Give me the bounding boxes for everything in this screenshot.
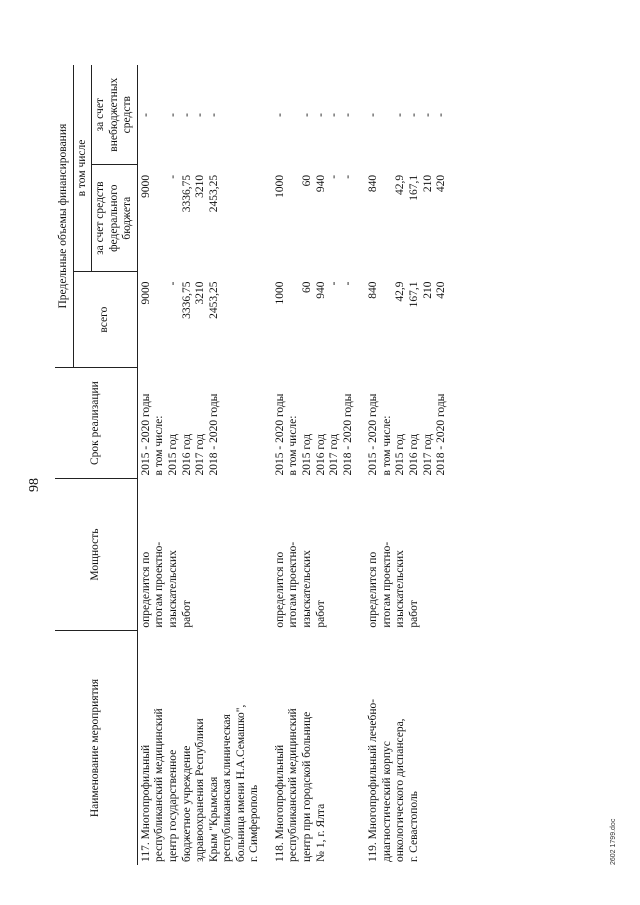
table-row <box>137 65 264 865</box>
capacity-line: изыскательских <box>394 550 407 628</box>
extrabudget-line: - <box>194 113 207 117</box>
extrabudget-line: - <box>421 113 434 117</box>
name-line: центр при городской больнице <box>301 711 313 862</box>
total-line: 167,1 <box>407 281 420 308</box>
capacity-line: итогам проектно- <box>380 541 393 628</box>
total-line <box>153 282 167 365</box>
capacity-line: итогам проектно- <box>287 541 300 628</box>
total-line: 840 <box>367 281 380 299</box>
term-line: 2015 - 2020 годы <box>367 393 380 476</box>
total-line <box>287 282 301 365</box>
term-line: 2017 год <box>328 433 341 476</box>
term-line: 2017 год <box>194 433 207 476</box>
federal-line: 2453,25 <box>207 174 220 213</box>
federal-line: - <box>328 174 341 179</box>
extrabudget-line <box>287 68 301 162</box>
term-line: 2017 год <box>421 433 434 476</box>
extrabudget-line: - <box>301 113 313 117</box>
header-term: Срок реализации <box>55 368 137 479</box>
term-line: в том числе: <box>287 415 300 476</box>
total-line: 420 <box>435 281 448 299</box>
term-line: 2018 - 2020 годы <box>435 393 448 476</box>
extrabudget-line: - <box>180 113 193 117</box>
name-line: республиканская клиническая <box>221 714 234 862</box>
extrabudget-line: - <box>435 113 448 117</box>
term-line: 2018 - 2020 годы <box>207 393 220 476</box>
total-line: 1000 <box>273 281 286 305</box>
term-line: 2015 - 2020 годы <box>273 393 286 476</box>
capacity-line: изыскательских <box>166 550 179 628</box>
total-line: 3210 <box>194 281 207 305</box>
table-row <box>272 65 357 865</box>
name-line: онкологического диспансера, <box>394 718 407 862</box>
extrabudget-line: - <box>328 113 341 117</box>
term-line: 2018 - 2020 годы <box>341 393 354 476</box>
capacity-line: определится по <box>367 551 380 628</box>
federal-line: 1000 <box>273 174 286 198</box>
table-row <box>365 65 450 865</box>
total-line: 9000 <box>139 281 152 305</box>
name-line: 117. Многопрофильный <box>139 744 152 862</box>
total-line: 210 <box>421 281 434 299</box>
extrabudget-line <box>153 68 167 162</box>
cell-total <box>365 272 450 368</box>
name-line: здравоохранения Республики <box>194 718 207 862</box>
federal-line <box>381 175 395 269</box>
capacity-line: определится по <box>273 551 286 628</box>
name-line: республиканский медицинский <box>153 708 166 862</box>
total-line: - <box>166 281 179 286</box>
total-line: 940 <box>314 281 327 299</box>
cell-capacity <box>365 478 450 630</box>
name-line: центр государственное <box>166 749 179 862</box>
capacity-line: итогам проектно- <box>153 541 166 628</box>
name-line: диагностический корпус <box>380 741 393 862</box>
row-spacer <box>357 65 365 865</box>
federal-line: 420 <box>435 174 448 193</box>
total-line: 42,9 <box>394 281 407 302</box>
cell-extrabudget <box>137 65 264 165</box>
header-including: в том числе <box>73 65 92 272</box>
name-line: г. Симферополь <box>248 784 261 862</box>
name-line: 118. Многопрофильный <box>273 744 286 862</box>
term-line: 2015 - 2020 годы <box>139 393 152 476</box>
header-capacity: Мощность <box>55 478 137 630</box>
cell-total <box>137 272 264 368</box>
extrabudget-line: - <box>166 113 179 117</box>
federal-line: 3210 <box>194 174 207 198</box>
term-line: в том числе: <box>380 415 393 476</box>
cell-total <box>272 272 357 368</box>
federal-line: - <box>341 174 354 179</box>
cell-name <box>272 631 357 865</box>
federal-line: 840 <box>367 174 380 193</box>
extrabudget-line: - <box>139 113 152 117</box>
page-number: 98 <box>27 478 42 492</box>
term-line: 2016 год <box>314 433 327 476</box>
header-total: всего <box>73 272 137 368</box>
header-federal: за счет средств федерального бюджета <box>92 165 138 272</box>
federal-line: 167,1 <box>407 174 420 201</box>
row-spacer <box>264 65 272 865</box>
total-line: - <box>328 281 341 286</box>
term-line: 2015 год <box>301 433 313 476</box>
total-line: 2453,25 <box>207 281 220 319</box>
total-line: 60 <box>301 281 313 293</box>
name-line: г. Севастополь <box>407 791 420 862</box>
name-line: больница имени Н.А.Семашко", <box>234 704 247 862</box>
cell-term <box>272 368 357 479</box>
extrabudget-line: - <box>367 113 380 117</box>
capacity-line: работ <box>180 600 193 628</box>
federal-line: 3336,75 <box>180 174 193 213</box>
cell-capacity <box>137 478 264 630</box>
header-name: Наименование мероприятия <box>55 631 137 865</box>
table-body <box>137 65 450 865</box>
cell-capacity <box>272 478 357 630</box>
federal-line <box>153 175 167 269</box>
extrabudget-line: - <box>407 113 420 117</box>
name-line: Крым "Крымская <box>207 776 220 862</box>
extrabudget-line <box>381 68 395 162</box>
cell-federal <box>272 165 357 272</box>
capacity-line: определится по <box>139 551 152 628</box>
federal-line: - <box>166 174 179 179</box>
total-line: 3336,75 <box>180 281 193 319</box>
funding-table <box>55 65 451 865</box>
name-line: 119. Многопрофильный лечебно- <box>367 698 380 862</box>
term-line: 2016 год <box>407 433 420 476</box>
term-line: 2015 год <box>394 433 407 476</box>
federal-line: 940 <box>314 174 327 193</box>
extrabudget-line: - <box>273 113 286 117</box>
header-extrabudget: за счет внебюджетных средств <box>92 65 138 165</box>
total-line: - <box>341 281 354 286</box>
extrabudget-line: - <box>341 113 354 117</box>
file-footer: 2602 1799.doc <box>610 818 617 865</box>
name-line: бюджетное учреждение <box>180 745 193 862</box>
name-line: № 1, г. Ялта <box>314 803 327 862</box>
header-funding: Предельные объемы финансирования <box>55 65 73 368</box>
extrabudget-line: - <box>207 113 220 117</box>
federal-line <box>287 175 301 269</box>
cell-term <box>365 368 450 479</box>
cell-name <box>137 631 264 865</box>
extrabudget-line: - <box>394 113 407 117</box>
cell-extrabudget <box>365 65 450 165</box>
term-line: в том числе: <box>153 415 166 476</box>
term-line: 2016 год <box>180 433 193 476</box>
term-line: 2015 год <box>166 433 179 476</box>
capacity-line: работ <box>407 600 420 628</box>
federal-line: 210 <box>421 174 434 193</box>
total-line <box>381 282 395 365</box>
name-line: республиканский медицинский <box>287 708 300 862</box>
cell-term <box>137 368 264 479</box>
cell-federal <box>365 165 450 272</box>
federal-line: 42,9 <box>394 174 407 196</box>
cell-extrabudget <box>272 65 357 165</box>
capacity-line: изыскательских <box>301 550 313 628</box>
cell-federal <box>137 165 264 272</box>
capacity-line: работ <box>314 600 327 628</box>
federal-line: 60 <box>301 174 313 187</box>
cell-name <box>365 631 450 865</box>
federal-line: 9000 <box>139 174 152 198</box>
extrabudget-line: - <box>314 113 327 117</box>
